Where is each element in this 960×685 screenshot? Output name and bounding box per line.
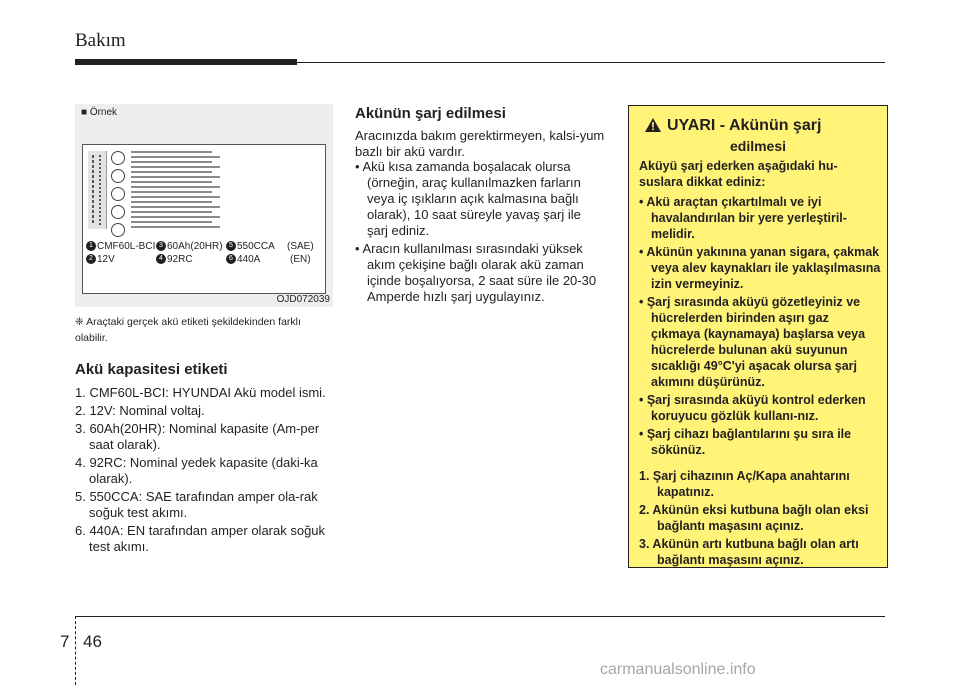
label-caution-strip (88, 151, 107, 229)
list-item: • Şarj sırasında aküyü kontrol ederken koruyucu gözlük kullanı-nız. (639, 393, 866, 423)
number-5-icon: 5 (226, 241, 236, 251)
example-caption: ■ Örnek (81, 107, 118, 118)
figure-code: OJD072039 (276, 294, 330, 305)
list-item: • Akünün yakınına yanan sigara, çakmak veya alev kaynakları ile yaklaşılmasına izin vermeyiniz. (639, 245, 881, 291)
label-item-1: 1 CMF60L-BCI (86, 241, 155, 252)
list-item: • Aracın kullanılması sırasındaki yüksek akım çekişine bağlı olarak akü zaman içinde boşalıyorsa, 2 saat süre ile 20-30 Amperde hızlı şarj uygulayınız. (355, 241, 597, 304)
list-item: 2. Akünün eksi kutbuna bağlı olan eksi bağlantı maşasını açınız. (639, 503, 869, 533)
chapter-number: 7 (60, 632, 70, 651)
label-standard-en: (EN) (290, 254, 311, 265)
list-item: 6. 440A: EN tarafından amper olarak soğuk test akımı. (75, 523, 326, 554)
number-2-icon: 2 (86, 254, 96, 264)
list-item: 3. 60Ah(20HR): Nominal kapasite (Am-per saat olarak). (75, 421, 320, 452)
label-fine-print (131, 151, 316, 231)
list-item: 5. 550CCA: SAE tarafından amper ola-rak soğuk test akımı. (75, 489, 318, 520)
label-warning-icons (111, 151, 127, 241)
warning-steps (639, 468, 881, 570)
warning-intro: Aküyü şarj ederken aşağıdaki hu-suslara dikkat ediniz: (639, 159, 838, 189)
warning-box (628, 105, 888, 568)
example-figure (75, 104, 333, 307)
label-item-5: 5 550CCA (226, 241, 275, 252)
section-title-charging: Akünün şarj edilmesi (355, 105, 506, 122)
header-rule-thick (75, 59, 297, 65)
figure-note: ❈ Araçtaki gerçek akü etiketi şekildekinden farklı olabilir. (75, 316, 301, 344)
warning-heading: UYARI - Akünün şarj (667, 117, 822, 134)
list-item: • Şarj cihazı bağlantılarını şu sıra ile sökünüz. (639, 427, 852, 457)
charging-bullets (355, 159, 605, 307)
label-item-3: 3 60Ah(20HR) (156, 241, 223, 252)
warning-bullets (639, 194, 881, 460)
number-3-icon: 3 (156, 241, 166, 251)
section-title-capacity-label: Akü kapasitesi etiketi (75, 361, 228, 378)
footer-rule (75, 616, 885, 617)
capacity-list (75, 385, 333, 557)
list-item: 1. Şarj cihazının Aç/Kapa anahtarını kapatınız. (639, 469, 850, 499)
list-item: 2. 12V: Nominal voltaj. (75, 403, 205, 418)
warning-heading-cont: edilmesi (729, 138, 787, 154)
label-item-4: 4 92RC (156, 254, 193, 265)
footer-divider (75, 616, 76, 685)
label-item-2: 2 12V (86, 254, 115, 265)
battery-label-image (82, 144, 326, 294)
list-item: • Şarj sırasında aküyü gözetleyiniz ve hücrelerden birinden aşırı gaz çıkmaya (kaynamaya) başlarsa veya hücrelerde bulunan akü suyunun sıcaklığı 49°C'yi aşacak olursa şarj akımını düşürünüz. (639, 295, 866, 389)
list-item: • Akü kısa zamanda boşalacak olursa (örneğin, araç kullanılmazken farların veya iç ışıkların açık kalmasına bağlı olarak), 10 saat süreyle yavaş şarj ile şarj ediniz. (355, 159, 581, 238)
list-item: 4. 92RC: Nominal yedek kapasite (daki-ka olarak). (75, 455, 318, 486)
label-standard-sae: (SAE) (287, 241, 314, 252)
list-item: 1. CMF60L-BCI: HYUNDAI Akü model ismi. (75, 385, 326, 400)
number-1-icon: 1 (86, 241, 96, 251)
label-item-6: 6 440A (226, 254, 260, 265)
page-header-title: Bakım (75, 30, 126, 51)
header-rule-thin (297, 62, 885, 63)
page-number: 46 (83, 632, 102, 651)
number-4-icon: 4 (156, 254, 166, 264)
number-6-icon: 6 (226, 254, 236, 264)
watermark: carmanualsonline.info (600, 661, 756, 678)
list-item: • Akü araçtan çıkartılmalı ve iyi havalandırılan bir yere yerleştiril-melidir. (639, 195, 847, 241)
list-item: 3. Akünün artı kutbuna bağlı olan artı bağlantı maşasını açınız. (639, 537, 859, 567)
charging-intro: Aracınızda bakım gerektirmeyen, kalsi-yum bazlı bir akü vardır. (355, 128, 605, 159)
warning-triangle-icon (645, 118, 661, 132)
